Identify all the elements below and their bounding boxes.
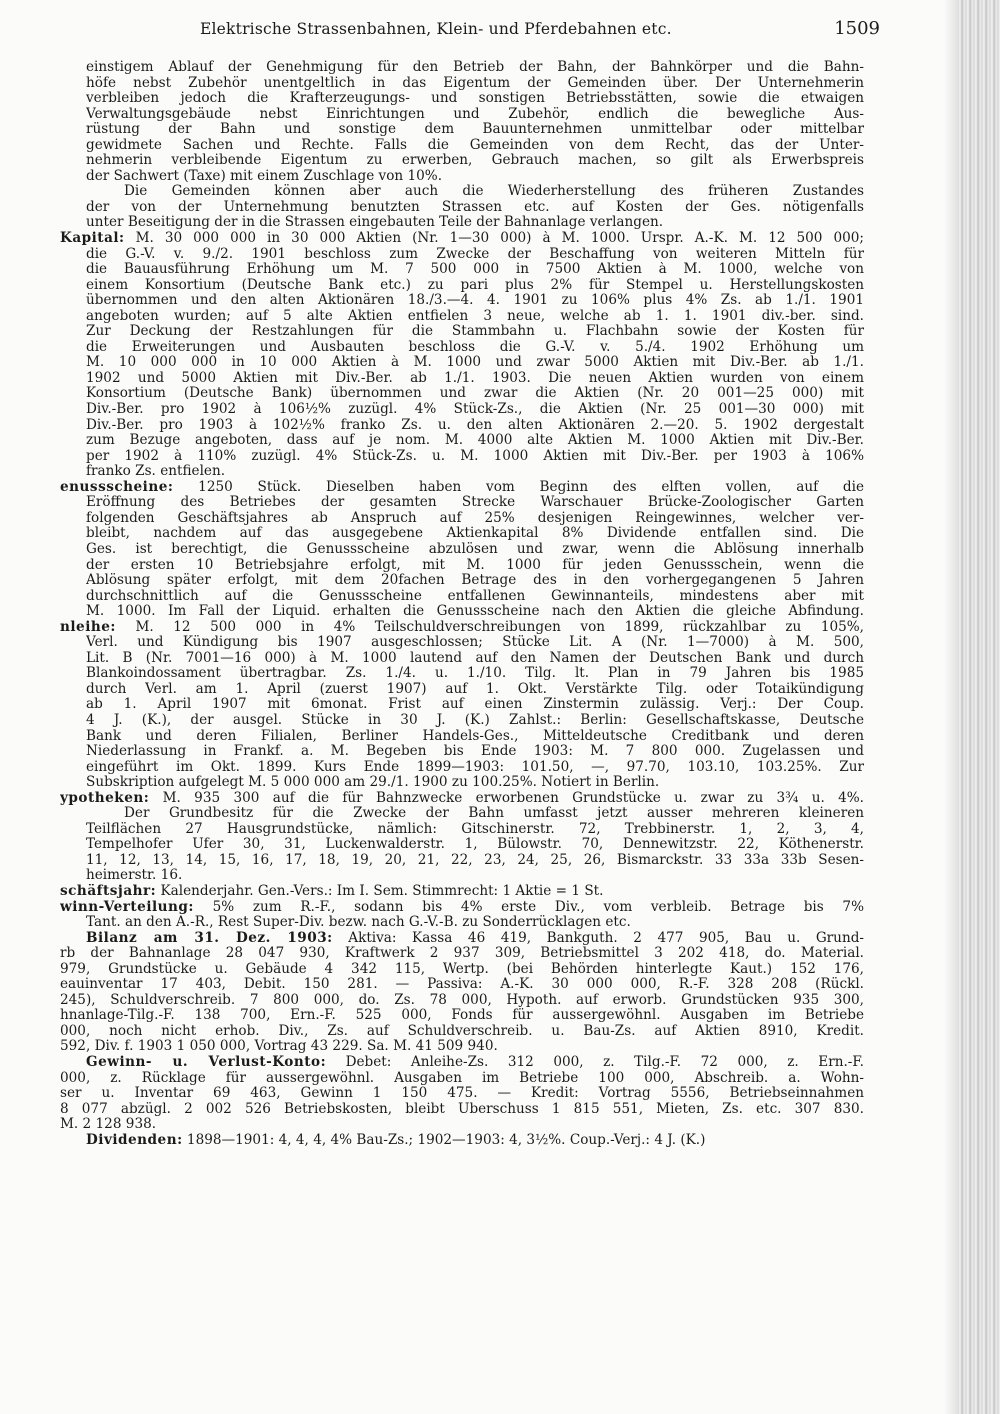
text-line: Kapital: M. 30 000 000 in 30 000 Aktien (Nr. 1—30 000) à M. 1000. Urspr. A.-K. M. 12 500 000; xyxy=(60,231,864,247)
page-header xyxy=(200,18,880,44)
text-line: Gewinn- u. Verlust-Konto: Debet: Anleihe-Zs. 312 000, z. Tilg.-F. 72 000, z. Ern.-F. xyxy=(86,1055,864,1070)
text-line: angeboten wurden; auf 5 alte Aktien entfielen 3 neue, welche ab 1. 1. 1901 div.-ber. sind. xyxy=(86,308,864,324)
text-line: 11, 12, 13, 14, 15, 16, 17, 18, 19, 20, 21, 22, 23, 24, 25, 26, Bismarckstr. 33 33a 33b Sesen- xyxy=(86,852,864,868)
text-line: M. 1000. Im Fall der Liquid. erhalten die Genussscheine nach den Aktien die gleiche Abfindung. xyxy=(86,604,864,620)
text-line: winn-Verteilung: 5% zum R.-F., sodann bis 4% erste Div., vom verbleib. Betrage bis 7% xyxy=(60,899,864,915)
text-line: Teilflächen 27 Hausgrundstücke, nämlich: Gitschinerstr. 72, Trebbinerstr. 1, 2, 3, 4, xyxy=(86,821,864,837)
text-line: zum Bezuge angeboten, dass auf je nom. M. 4000 alte Aktien M. 1000 Aktien mit Div.-Ber. xyxy=(86,433,864,449)
page-number: 1509 xyxy=(834,18,880,39)
text-line: ser u. Inventar 69 463, Gewinn 1 150 475. — Kredit: Vortrag 5556, Betriebseinnahmen xyxy=(60,1086,864,1102)
text-line: Blankoindossament übertragbar. Zs. 1./4. u. 1./10. Tilg. lt. Plan in 79 Jahren bis 1985 xyxy=(86,666,864,682)
text-line: franko Zs. entfielen. xyxy=(86,464,226,480)
text-line: ypotheken: M. 935 300 auf die für Bahnzwecke erworbenen Grundstücke u. zwar zu 3¾ u. 4%. xyxy=(60,790,864,806)
text-line: 1902 und 5000 Aktien mit Div.-Ber. ab 1./1. 1903. Die neuen Aktien wurden von einem xyxy=(86,370,864,386)
text-line: durchschnittlich auf die Genussscheine entfallenen Gewinnanteils, mindestens aber mit xyxy=(86,588,864,604)
text-line: folgenden Geschäftsjahres ab Anspruch auf 25% desjenigen Reingewinnes, welcher ver- xyxy=(86,510,864,526)
text-line: die G.-V. v. 9./2. 1901 beschloss zum Zwecke der Beschaffung von weiteren Mitteln für xyxy=(86,246,864,262)
text-line: die Erweiterungen und Ausbauten beschloss die G.-V. v. 5./4. 1902 Erhöhung um xyxy=(86,339,864,355)
text-line: Konsortium (Deutsche Bank) übernommen und zwar die Aktien (Nr. 20 001—25 000) mit xyxy=(86,386,864,402)
text-line: enussscheine: 1250 Stück. Dieselben haben vom Beginn des elften vollen, auf die xyxy=(60,479,864,495)
text-line: Verl. und Kündigung bis 1907 ausgeschlossen; Stücke Lit. A (Nr. 1—7000) à M. 500, xyxy=(86,635,864,651)
book-binding-edge xyxy=(958,0,1000,1414)
text-line: rüstung der Bahn und sonstige dem Bauunternehmen unmittelbar oder mittelbar xyxy=(86,122,864,138)
section-label: Kapital: xyxy=(60,231,125,247)
text-line: ab 1. April 1907 mit 6monat. Frist auf einen Zinstermin zulässig. Verj.: Der Coup. xyxy=(86,697,864,713)
text-line: gewidmete Sachen und Rechte. Falls die Gemeinden von dem Recht, das der Unter- xyxy=(86,137,864,153)
text-line: Die Gemeinden können aber auch die Wiederherstellung des früheren Zustandes xyxy=(124,184,864,200)
text-line: Lit. B (Nr. 7001—16 000) à M. 1000 lautend auf den Namen der Deutschen Bank und durch xyxy=(86,650,864,666)
text-line: der von der Unternehmung benutzten Strassen etc. auf Kosten der Ges. nötigenfalls xyxy=(86,199,864,215)
text-line: durch Verl. am 1. April (zuerst 1907) auf 1. Okt. Verstärkte Tilg. oder Totaikündigung xyxy=(86,681,864,697)
text-line: rb der Bahnanlage 28 047 930, Kraftwerk 2 937 309, Betriebsmittel 3 202 418, do. Material. xyxy=(60,946,864,962)
text-line: heimerstr. 16. xyxy=(86,868,183,884)
text-line: die Bauausführung Erhöhung um M. 7 500 000 in 7500 Aktien à M. 1000, welche von xyxy=(86,262,864,278)
text-line: 979, Grundstücke u. Gebäude 4 342 115, Wertp. (bei Behörden hinterlegte Kaut.) 152 176, xyxy=(60,961,864,977)
text-line: Bank und deren Filialen, Berliner Handels-Ges., Mitteldeutsche Creditbank und deren xyxy=(86,728,864,744)
text-line: Der Grundbesitz für die Zwecke der Bahn umfasst jetzt ausser mehreren kleineren xyxy=(124,806,864,822)
text-line: 4 J. (K.), der ausgel. Stücke in 30 J. (K.) Zahlst.: Berlin: Gesellschaftskasse, Deutsche xyxy=(86,712,864,728)
section-label: Dividenden: xyxy=(86,1132,183,1148)
text-line: Bilanz am 31. Dez. 1903: Aktiva: Kassa 46 419, Bankguth. 2 477 905, Bau u. Grund- xyxy=(86,930,864,946)
text-line: höfe nebst Zubehör unentgeltlich in das Eigentum der Gemeinden über. Der Unternehmerin xyxy=(86,75,864,91)
section-label: enussscheine: xyxy=(60,479,174,495)
text-line: 000, z. Rücklage für aussergewöhnl. Ausgaben im Betriebe 100 000, Abschreib. a. Wohn- xyxy=(60,1070,864,1086)
text-line: 8 077 abzügl. 2 002 526 Betriebskosten, bleibt Überschuss 1 815 551, Mieten, Zs. etc. 307 830. xyxy=(60,1101,864,1117)
text-line: per 1902 à 110% zuzügl. 4% Stück-Zs. u. M. 1000 Aktien mit Div.-Ber. per 1903 à 106% xyxy=(86,448,864,464)
text-line: schäftsjahr: Kalenderjahr. Gen.-Vers.: Im I. Sem. Stimmrecht: 1 Aktie = 1 St. xyxy=(60,883,604,899)
text-line: bleibt, nachdem auf das ausgegebene Aktienkapital 8% Dividende entfallen sind. Die xyxy=(86,526,864,542)
text-line: Zur Deckung der Restzahlungen für die Stammbahn u. Flachbahn sowie der Kosten für xyxy=(86,324,864,340)
text-line: 000, noch nicht erhob. Div., Zs. auf Schuldverschreib. u. Bau-Zs. auf Aktien 8910, Kredit. xyxy=(60,1023,864,1039)
binding-shadow xyxy=(944,0,958,1414)
text-line: unter Beseitigung der in die Strassen eingebauten Teile der Bahnanlage verlangen. xyxy=(86,215,664,231)
text-line: Tempelhofer Ufer 30, 31, Luckenwalderstr. 1, Bülowstr. 70, Dennewitzstr. 22, Köthenerstr. xyxy=(86,837,864,853)
section-label: nleihe: xyxy=(60,619,116,635)
running-head: Elektrische Strassenbahnen, Klein- und Pferdebahnen etc. xyxy=(200,20,672,38)
document-body xyxy=(60,60,864,1148)
text-line: 592, Div. f. 1903 1 050 000, Vortrag 43 229. Sa. M. 41 509 940. xyxy=(60,1039,498,1055)
text-line: verbleiben jedoch die Krafterzeugungs- und sonstigen Betriebsstätten, sowie die etwaigen xyxy=(86,91,864,107)
text-line: der ersten 10 Betriebsjahre erfolgt, mit M. 1000 für jeden Genussschein, wenn die xyxy=(86,557,864,573)
text-line: einstigem Ablauf der Genehmigung für den Betrieb der Bahn, der Bahnkörper und die Bahn- xyxy=(86,60,864,75)
section-label: winn-Verteilung: xyxy=(60,899,194,915)
text-line: eingeführt im Okt. 1899. Kurs Ende 1899—1903: 101.50, —, 97.70, 103.10, 103.25%. Zur xyxy=(86,759,864,775)
text-line: nleihe: M. 12 500 000 in 4% Teilschuldverschreibungen von 1899, rückzahlbar zu 105%, xyxy=(60,619,864,635)
text-line: Tant. an den A.-R., Rest Super-Div. bezw. nach G.-V.-B. zu Sonderrücklagen etc. xyxy=(86,915,631,931)
text-line: Div.-Ber. pro 1902 à 106½% zuzügl. 4% Stück-Zs., die Aktien (Nr. 25 001—30 000) mit xyxy=(86,402,864,418)
text-line: Niederlassung in Frankf. a. M. Begeben bis Ende 1903: M. 7 800 000. Zugelassen und xyxy=(86,744,864,760)
text-line: 245), Schuldverschreib. 7 800 000, do. Zs. 78 000, Hypoth. auf erworb. Grundstücken 935 300, xyxy=(60,992,864,1008)
text-line: M. 2 128 938. xyxy=(60,1117,157,1133)
text-line: Dividenden: 1898—1901: 4, 4, 4, 4% Bau-Zs.; 1902—1903: 4, 3½%. Coup.-Verj.: 4 J. (K.) xyxy=(86,1132,706,1148)
section-label: schäftsjahr: xyxy=(60,883,157,899)
text-line: Ges. ist berechtigt, die Genussscheine abzulösen und zwar, wenn die Ablösung innerhalb xyxy=(86,541,864,557)
text-line: Ablösung später erfolgt, mit dem 20fachen Betrage des in den vorhergegangenen 5 Jahren xyxy=(86,573,864,589)
section-label: Gewinn- u. Verlust-Konto: xyxy=(86,1055,327,1070)
text-line: Verwaltungsgebäude nebst Einrichtungen und Zubehör, endlich die bewegliche Aus- xyxy=(86,106,864,122)
text-line: einem Konsortium (Deutsche Bank etc.) zu pari plus 2% für Stempel u. Herstellungskosten xyxy=(86,277,864,293)
text-line: der Sachwert (Taxe) mit einem Zuschlage von 10%. xyxy=(86,168,443,184)
text-line: nehmerin verbleibende Eigentum zu erwerben, Gebrauch machen, so gilt als Erwerbspreis xyxy=(86,153,864,169)
text-line: Div.-Ber. pro 1903 à 102½% franko Zs. u. den alten Aktionären 2.—20. 5. 1902 dergestalt xyxy=(86,417,864,433)
text-line: Eröffnung des Betriebes der gesamten Strecke Warschauer Brücke-Zoologischer Garten xyxy=(86,495,864,511)
text-line: hnanlage-Tilg.-F. 138 700, Ern.-F. 525 000, Fonds für aussergewöhnl. Ausgaben im Betriebe xyxy=(60,1008,864,1024)
text-line: eauinventar 17 403, Debit. 150 281. — Passiva: A.-K. 30 000 000, R.-F. 328 208 (Rückl. xyxy=(60,977,864,993)
section-label: ypotheken: xyxy=(60,790,150,806)
text-line: Subskription aufgelegt M. 5 000 000 am 29./1. 1900 zu 100.25%. Notiert in Berlin. xyxy=(86,775,660,791)
text-line: M. 10 000 000 in 10 000 Aktien à M. 1000 und zwar 5000 Aktien mit Div.-Ber. ab 1./1. xyxy=(86,355,864,371)
section-label: Bilanz am 31. Dez. 1903: xyxy=(86,930,333,946)
text-line: übernommen und den alten Aktionären 18./3.—4. 4. 1901 zu 106% plus 4% Zs. ab 1./1. 1901 xyxy=(86,293,864,309)
